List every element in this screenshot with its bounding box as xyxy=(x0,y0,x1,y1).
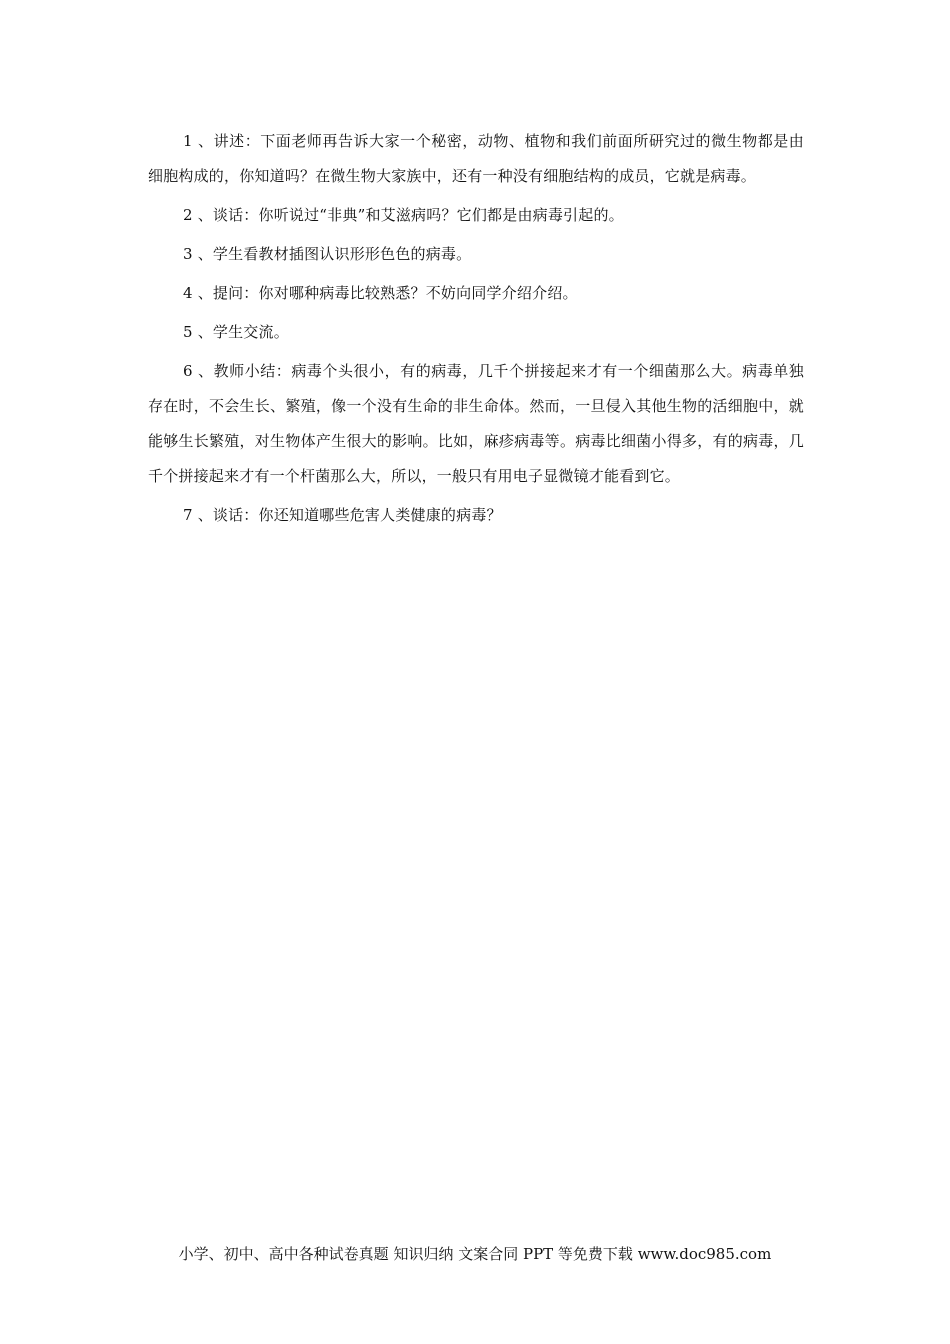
paragraph-1: 1 、讲述：下面老师再告诉大家一个秘密，动物、植物和我们前面所研究过的微生物都是由细胞构成的，你知道吗？在微生物大家族中，还有一种没有细胞结构的成员，它就是病毒。 xyxy=(148,132,804,185)
document-body xyxy=(148,124,804,537)
paragraph-4: 4 、提问：你对哪种病毒比较熟悉？不妨向同学介绍介绍。 xyxy=(183,284,578,302)
paragraph-2: 2 、谈话：你听说过“非典”和艾滋病吗？它们都是由病毒引起的。 xyxy=(183,206,624,224)
paragraph-5: 5 、学生交流。 xyxy=(183,323,289,341)
page-footer: 小学、初中、高中各种试卷真题 知识归纳 文案合同 PPT 等免费下载 www.doc985.com xyxy=(178,1245,772,1263)
paragraph-7: 7 、谈话：你还知道哪些危害人类健康的病毒？ xyxy=(183,506,502,524)
paragraph-6: 6 、教师小结：病毒个头很小，有的病毒，几千个拼接起来才有一个细菌那么大。病毒单独存在时，不会生长、繁殖，像一个没有生命的非生命体。然而，一旦侵入其他生物的活细胞中，就能够生长繁殖，对生物体产生很大的影响。比如，麻疹病毒等。病毒比细菌小得多，有的病毒，几千个拼接起来才有一个杆菌那么大，所以，一般只有用电子显微镜才能看到它。 xyxy=(148,362,804,485)
paragraph-3: 3 、学生看教材插图认识形形色色的病毒。 xyxy=(183,245,472,263)
